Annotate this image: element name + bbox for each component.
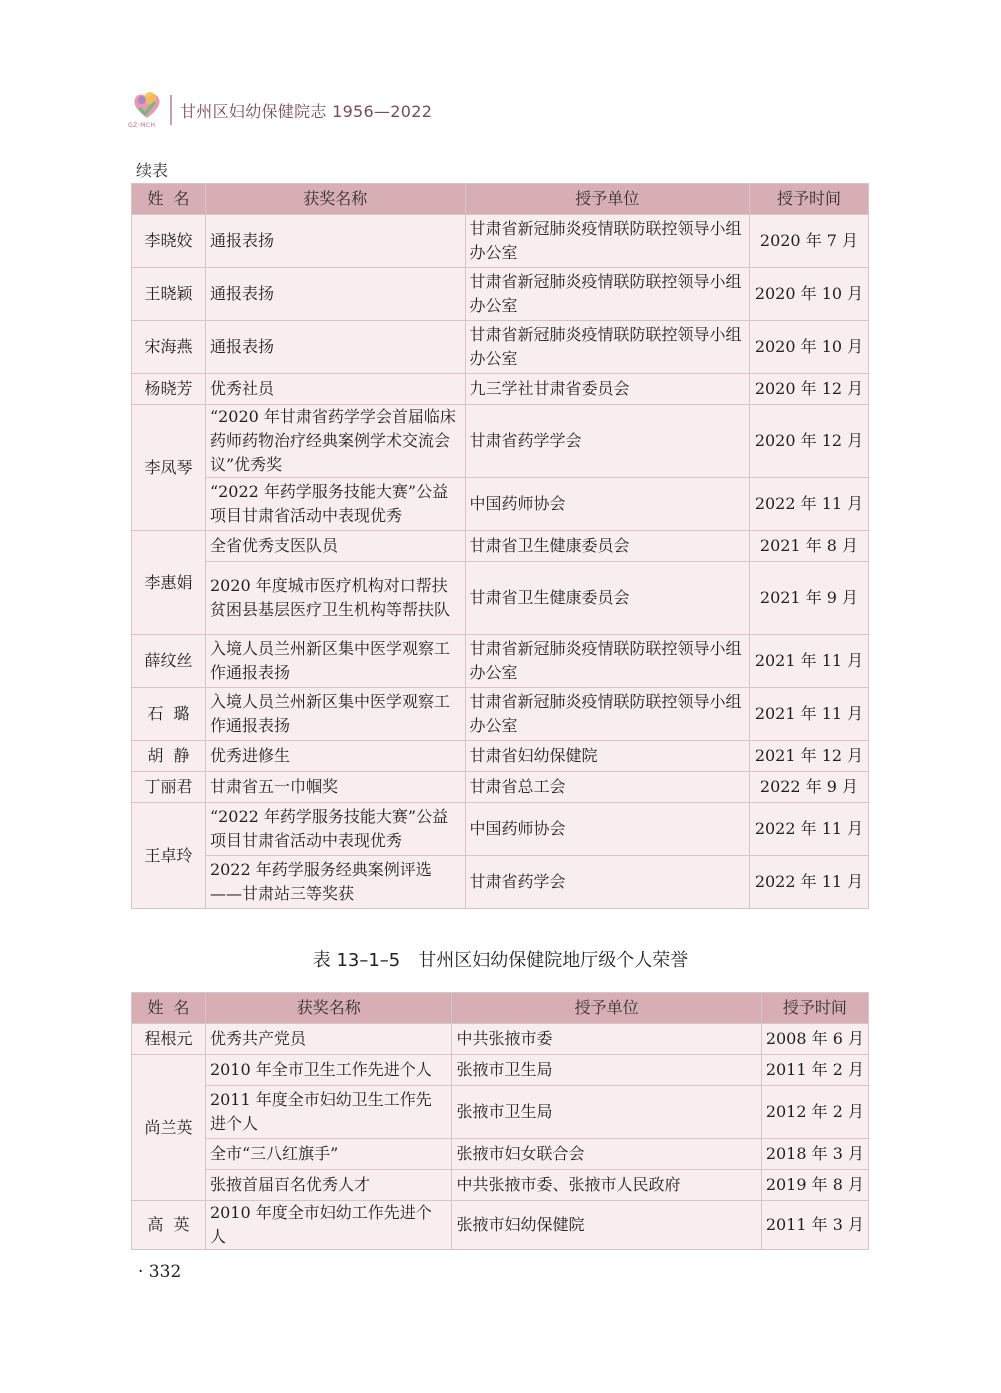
cell-award: 通报表扬: [205, 215, 465, 268]
cell-date: 2019 年 8 月: [761, 1170, 868, 1201]
column-header-grantor: 授予单位: [465, 184, 749, 215]
cell-grantor: 张掖市妇幼保健院: [452, 1201, 761, 1250]
table-row: [132, 688, 869, 741]
column-header-award: 获奖名称: [205, 993, 452, 1024]
cell-award: 全省优秀支医队员: [205, 531, 465, 562]
cell-name: 李晓姣: [132, 215, 206, 268]
cell-date: 2022 年 11 月: [749, 856, 868, 909]
cell-name: 李凤琴: [132, 405, 206, 531]
cell-date: 2021 年 11 月: [749, 688, 868, 741]
cell-date: 2021 年 9 月: [749, 562, 868, 635]
table-caption: 表 13–1–5 甘州区妇幼保健院地厅级个人荣誉: [312, 950, 689, 971]
cell-date: 2020 年 12 月: [749, 405, 868, 478]
cell-date: 2011 年 2 月: [761, 1055, 868, 1086]
cell-name: 李惠娟: [132, 531, 206, 635]
page-number: · 332: [138, 1262, 182, 1282]
table-row: [132, 321, 869, 374]
cell-grantor: 中国药师协会: [465, 478, 749, 531]
cell-name: 石 璐: [132, 688, 206, 741]
hospital-logo: [128, 88, 166, 132]
cell-date: 2020 年 7 月: [749, 215, 868, 268]
table-row: [132, 215, 869, 268]
column-header-grantor: 授予单位: [452, 993, 761, 1024]
cell-award: 2010 年全市卫生工作先进个人: [205, 1055, 452, 1086]
table-header-row: [132, 184, 869, 215]
cell-award: 入境人员兰州新区集中医学观察工作通报表扬: [205, 688, 465, 741]
cell-date: 2022 年 11 月: [749, 478, 868, 531]
cell-award: “2022 年药学服务技能大赛”公益项目甘肃省活动中表现优秀: [205, 478, 465, 531]
cell-grantor: 中共张掖市委、张掖市人民政府: [452, 1170, 761, 1201]
honors-table-continued: [131, 183, 869, 909]
cell-grantor: 甘肃省新冠肺炎疫情联防联控领导小组办公室: [465, 635, 749, 688]
cell-name: 程根元: [132, 1024, 206, 1055]
cell-date: 2021 年 8 月: [749, 531, 868, 562]
cell-date: 2022 年 11 月: [749, 803, 868, 856]
logo-text: GZ·MCH: [128, 122, 156, 129]
cell-name: 王卓玲: [132, 803, 206, 909]
cell-date: 2022 年 9 月: [749, 772, 868, 803]
cell-award: 甘肃省五一巾帼奖: [205, 772, 465, 803]
cell-name: 王晓颖: [132, 268, 206, 321]
cell-grantor: 张掖市妇女联合会: [452, 1139, 761, 1170]
table-row: [132, 772, 869, 803]
cell-grantor: 甘肃省新冠肺炎疫情联防联控领导小组办公室: [465, 688, 749, 741]
cell-name: 杨晓芳: [132, 374, 206, 405]
cell-award: 全市“三八红旗手”: [205, 1139, 452, 1170]
cell-grantor: 中国药师协会: [465, 803, 749, 856]
cell-award: 优秀进修生: [205, 741, 465, 772]
cell-name: 胡 静: [132, 741, 206, 772]
cell-date: 2021 年 12 月: [749, 741, 868, 772]
cell-award: 入境人员兰州新区集中医学观察工作通报表扬: [205, 635, 465, 688]
continued-label: 续表: [136, 161, 169, 180]
cell-date: 2018 年 3 月: [761, 1139, 868, 1170]
table-row: [132, 268, 869, 321]
table-row: [132, 741, 869, 772]
column-header-name: 姓 名: [132, 184, 206, 215]
cell-award: “2022 年药学服务技能大赛”公益项目甘肃省活动中表现优秀: [205, 803, 465, 856]
cell-grantor: 张掖市卫生局: [452, 1086, 761, 1139]
cell-date: 2020 年 10 月: [749, 321, 868, 374]
table-row: [132, 405, 869, 478]
column-header-name: 姓 名: [132, 993, 206, 1024]
table-row: [132, 1170, 869, 1201]
cell-award: 2020 年度城市医疗机构对口帮扶贫困县基层医疗卫生机构等帮扶队: [205, 562, 465, 635]
cell-award: “2020 年甘肃省药学学会首届临床药师药物治疗经典案例学术交流会议”优秀奖: [205, 405, 465, 478]
cell-name: 宋海燕: [132, 321, 206, 374]
cell-date: 2021 年 11 月: [749, 635, 868, 688]
table-row: [132, 478, 869, 531]
table-row: [132, 1139, 869, 1170]
column-header-date: 授予时间: [761, 993, 868, 1024]
cell-date: 2020 年 12 月: [749, 374, 868, 405]
cell-date: 2012 年 2 月: [761, 1086, 868, 1139]
cell-grantor: 甘肃省药学学会: [465, 405, 749, 478]
cell-award: 通报表扬: [205, 321, 465, 374]
table-row: [132, 1055, 869, 1086]
cell-award: 2010 年度全市妇幼工作先进个人: [205, 1201, 452, 1250]
cell-date: 2011 年 3 月: [761, 1201, 868, 1250]
table-row: [132, 374, 869, 405]
table-row: [132, 1086, 869, 1139]
cell-name: 尚兰英: [132, 1055, 206, 1201]
cell-award: 优秀共产党员: [205, 1024, 452, 1055]
cell-grantor: 甘肃省卫生健康委员会: [465, 531, 749, 562]
cell-grantor: 甘肃省新冠肺炎疫情联防联控领导小组办公室: [465, 215, 749, 268]
table-row: [132, 803, 869, 856]
logo-heart-icon: [128, 88, 166, 122]
cell-award: 通报表扬: [205, 268, 465, 321]
cell-date: 2020 年 10 月: [749, 268, 868, 321]
cell-award: 2022 年药学服务经典案例评选——甘肃站三等奖获: [205, 856, 465, 909]
page-header: [128, 88, 432, 132]
prefecture-honors-table: [131, 992, 869, 1250]
cell-date: 2008 年 6 月: [761, 1024, 868, 1055]
header-divider: [170, 95, 172, 125]
book-title: 甘州区妇幼保健院志 1956—2022: [180, 101, 433, 121]
cell-grantor: 张掖市卫生局: [452, 1055, 761, 1086]
cell-grantor: 甘肃省新冠肺炎疫情联防联控领导小组办公室: [465, 268, 749, 321]
table-header-row: [132, 993, 869, 1024]
cell-grantor: 甘肃省总工会: [465, 772, 749, 803]
cell-grantor: 中共张掖市委: [452, 1024, 761, 1055]
cell-award: 张掖首届百名优秀人才: [205, 1170, 452, 1201]
column-header-award: 获奖名称: [205, 184, 465, 215]
table-row: [132, 856, 869, 909]
cell-award: 优秀社员: [205, 374, 465, 405]
cell-grantor: 甘肃省新冠肺炎疫情联防联控领导小组办公室: [465, 321, 749, 374]
cell-grantor: 甘肃省妇幼保健院: [465, 741, 749, 772]
cell-award: 2011 年度全市妇幼卫生工作先进个人: [205, 1086, 452, 1139]
table-row: [132, 1024, 869, 1055]
cell-grantor: 甘肃省药学会: [465, 856, 749, 909]
cell-grantor: 九三学社甘肃省委员会: [465, 374, 749, 405]
cell-name: 薛纹丝: [132, 635, 206, 688]
table-row: [132, 531, 869, 562]
column-header-date: 授予时间: [749, 184, 868, 215]
table-row: [132, 562, 869, 635]
cell-name: 高 英: [132, 1201, 206, 1250]
table-row: [132, 1201, 869, 1250]
cell-grantor: 甘肃省卫生健康委员会: [465, 562, 749, 635]
cell-name: 丁丽君: [132, 772, 206, 803]
table-row: [132, 635, 869, 688]
